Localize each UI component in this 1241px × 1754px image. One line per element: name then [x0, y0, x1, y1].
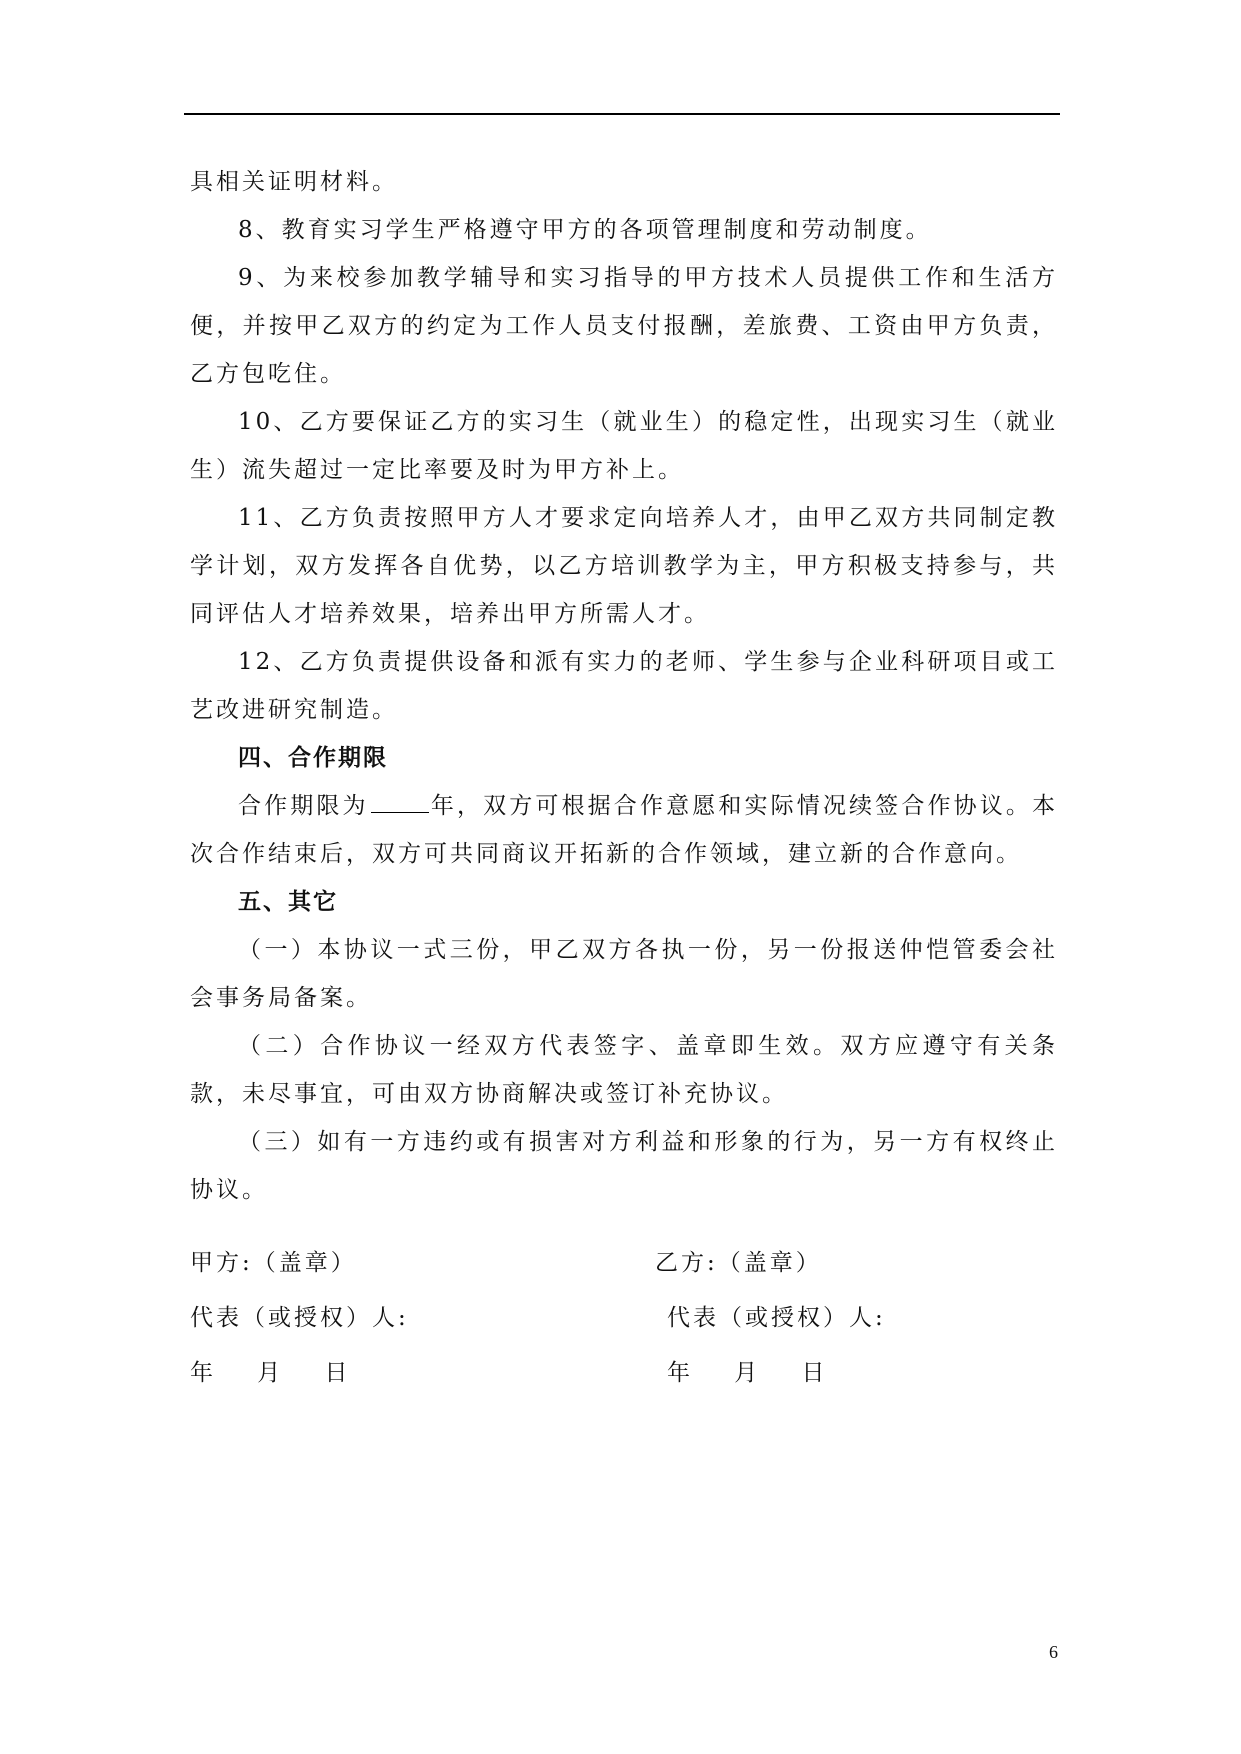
- paragraph-item-11: 11、乙方负责按照甲方人才要求定向培养人才，由甲乙双方共同制定教学计划，双方发挥各自优势，以乙方培训教学为主，甲方积极支持参与，共同评估人才培养效果，培养出甲方所需人才。: [190, 505, 1058, 627]
- paragraph-item-10: 10、乙方要保证乙方的实习生（就业生）的稳定性，出现实习生（就业生）流失超过一定比率要及时为甲方补上。: [190, 409, 1058, 483]
- paragraph-item-8: 8、教育实习学生严格遵守甲方的各项管理制度和劳动制度。: [238, 217, 932, 243]
- paragraph-continuation: 具相关证明材料。: [190, 169, 398, 195]
- term-text-after: 年，双方可根据合作意愿和实际情况续签合作协议。本次合作结束后，双方可共同商议开拓新的合作领域，建立新的合作意向。: [190, 793, 1059, 867]
- paragraph-item-12: 12、乙方负责提供设备和派有实力的老师、学生参与企业科研项目或工艺改进研究制造。: [190, 649, 1058, 723]
- party-a-representative: 代表（或授权）人:: [190, 1305, 409, 1331]
- section-4-paragraph: [190, 782, 1058, 878]
- section-5-heading: 五、其它: [238, 889, 338, 915]
- party-b-seal: 乙方:（盖章）: [655, 1250, 822, 1276]
- term-text-before: 合作期限为: [238, 793, 369, 819]
- page-number: 6: [1049, 1642, 1058, 1662]
- term-blank-field: [371, 792, 429, 813]
- party-a-date: 年 月 日: [190, 1360, 351, 1386]
- document-body: [190, 158, 1058, 1214]
- party-b-representative: 代表（或授权）人:: [667, 1305, 886, 1331]
- party-b-date: 年 月 日: [667, 1360, 828, 1386]
- section-5-item-2: （二）合作协议一经双方代表签字、盖章即生效。双方应遵守有关条款，未尽事宜，可由双方协商解决或签订补充协议。: [190, 1033, 1058, 1107]
- section-4-heading: 四、合作期限: [238, 745, 388, 771]
- section-5-item-1: （一）本协议一式三份，甲乙双方各执一份，另一份报送仲恺管委会社会事务局备案。: [190, 937, 1058, 1011]
- party-a-seal: 甲方:（盖章）: [190, 1250, 357, 1276]
- paragraph-item-9: 9、为来校参加教学辅导和实习指导的甲方技术人员提供工作和生活方便，并按甲乙双方的约定为工作人员支付报酬，差旅费、工资由甲方负责，乙方包吃住。: [190, 265, 1058, 387]
- header-rule: [184, 113, 1060, 115]
- section-5-item-3: （三）如有一方违约或有损害对方利益和形象的行为，另一方有权终止协议。: [190, 1129, 1058, 1203]
